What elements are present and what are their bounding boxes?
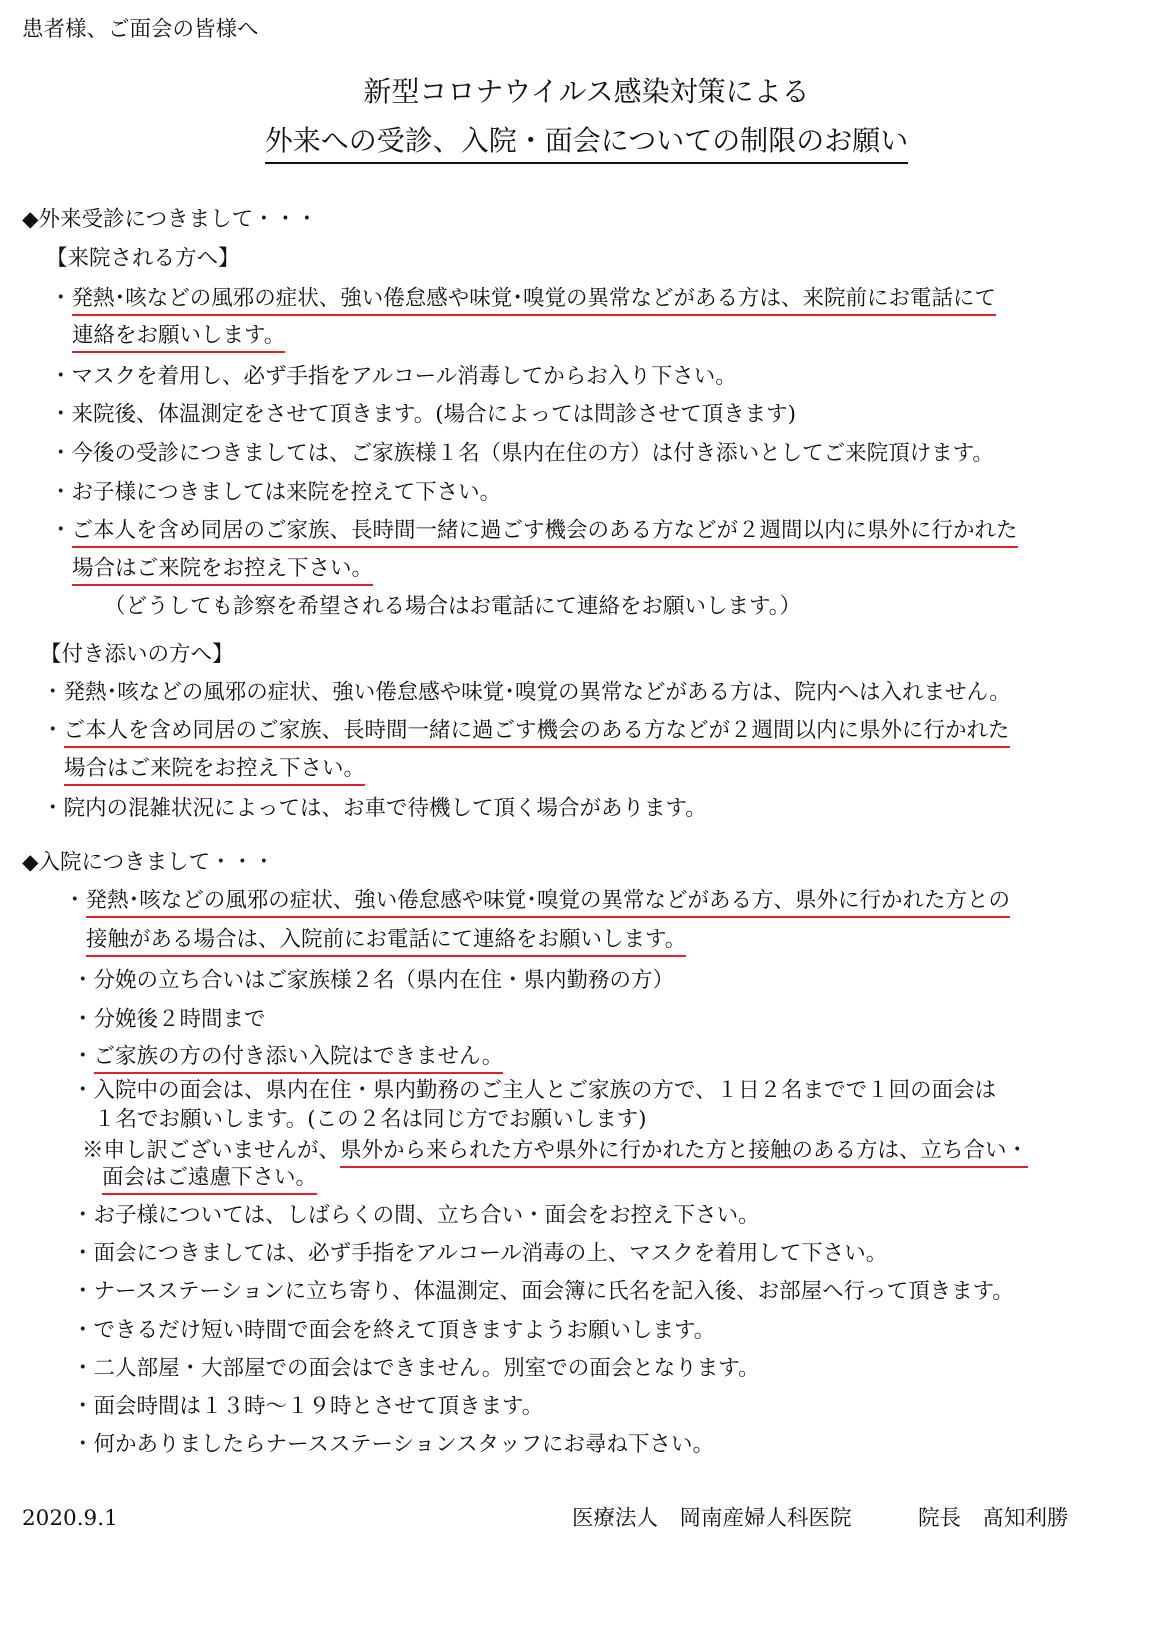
attendant-heading: 【付き添いの方へ】 (40, 642, 234, 667)
footer-date: 2020.9.1 (22, 1506, 118, 1531)
list-item: ・ナースステーションに立ち寄り、体温測定、面会簿に氏名を記入後、お部屋へ行って頂きます。 (72, 1279, 1014, 1304)
list-item: ・お子様については、しばらくの間、立ち合い・面会をお控え下さい。 (72, 1203, 760, 1228)
list-item-continuation (72, 325, 285, 347)
list-item-note: ※申し訳ございませんが、県外から来られた方や県外に行かれた方と接触のある方は、立ち合い・ (82, 1140, 1028, 1162)
list-item: ・面会につきましては、必ず手指をアルコール消毒の上、マスクを着用して下さい。 (72, 1241, 888, 1266)
list-item-continuation (64, 758, 365, 780)
list-item: ・二人部屋・大部屋での面会はできません。別室での面会となります。 (72, 1356, 760, 1381)
red-underlined-text: ご本人を含め同居のご家族、長時間一緒に過ごす機会のある方などが２週間以内に県外に行かれた (64, 718, 1010, 748)
list-item-note: （どうしても診察を希望される場合はお電話にて連絡をお願いします。） (104, 594, 802, 619)
title-line-2: 外来への受診、入院・面会についての制限のお願い (0, 127, 1173, 164)
list-item: ・入院中の面会は、県内在住・県内勤務のご主人とご家族の方で、１日２名までで１回の面会は (72, 1078, 997, 1103)
list-item: ・来院後、体温測定をさせて頂きます。(場合によっては問診させて頂きます) (50, 402, 797, 427)
list-item: ・発熱･咳などの風邪の症状、強い倦怠感や味覚･嗅覚の異常などがある方、県外に行かれた方との (64, 890, 1010, 912)
list-item: ・ご家族の方の付き添い入院はできません。 (72, 1046, 503, 1068)
red-underlined-text: 発熱･咳などの風邪の症状、強い倦怠感や味覚･嗅覚の異常などがある方は、来院前にお電話にて (72, 286, 997, 316)
list-item: ・できるだけ短い時間で面会を終えて頂きますようお願いします。 (72, 1318, 716, 1343)
list-item: ・分娩後２時間まで (72, 1007, 266, 1032)
list-item: ・お子様につきましては来院を控えて下さい。 (50, 480, 502, 505)
inpatient-heading: ◆入院につきまして・・・ (22, 850, 275, 875)
red-underlined-text: 面会はご遠慮下さい。 (102, 1165, 317, 1195)
list-item-continuation: １名でお願いします。(この２名は同じ方でお願いします) (94, 1107, 647, 1132)
red-underlined-text: 場合はご来院をお控え下さい。 (72, 556, 373, 586)
list-item: ・マスクを着用し、必ず手指をアルコール消毒してからお入り下さい。 (50, 364, 737, 389)
list-item: ・院内の混雑状況によっては、お車で待機して頂く場合があります。 (42, 796, 707, 821)
visitors-heading: 【来院される方へ】 (46, 246, 240, 271)
list-item: ・発熱･咳などの風邪の症状、強い倦怠感や味覚･嗅覚の異常などがある方は、来院前にお電話にて (50, 288, 996, 310)
red-underlined-text: ご本人を含め同居のご家族、長時間一緒に過ごす機会のある方などが２週間以内に県外に行かれた (72, 518, 1018, 548)
red-underlined-text: 接触がある場合は、入院前にお電話にて連絡をお願いします。 (86, 927, 686, 957)
footer-director: 院長 髙知利勝 (918, 1506, 1069, 1531)
list-item: ・ご本人を含め同居のご家族、長時間一緒に過ごす機会のある方などが２週間以内に県外に行かれた (50, 520, 1018, 542)
red-underlined-text: 県外から来られた方や県外に行かれた方と接触のある方は、立ち合い・ (340, 1138, 1028, 1168)
list-item-continuation (72, 558, 373, 580)
list-item: ・何かありましたらナースステーションスタッフにお尋ね下さい。 (72, 1432, 714, 1457)
list-item-continuation (86, 929, 686, 951)
list-item: ・分娩の立ち合いはご家族様２名（県内在住・県内勤務の方） (72, 968, 675, 993)
outpatient-heading: ◆外来受診につきまして・・・ (22, 207, 318, 232)
red-underlined-text: 発熱･咳などの風邪の症状、強い倦怠感や味覚･嗅覚の異常などがある方、県外に行かれた方との (86, 888, 1011, 918)
red-underlined-text: ご家族の方の付き添い入院はできません。 (94, 1044, 504, 1074)
greeting: 患者様、ご面会の皆様へ (22, 17, 259, 42)
list-item: ・発熱･咳などの風邪の症状、強い倦怠感や味覚･嗅覚の異常などがある方は、院内へは入れません。 (42, 680, 1011, 705)
list-item: ・今後の受診につきましては、ご家族様１名（県内在住の方）は付き添いとしてご来院頂けます。 (50, 441, 994, 466)
red-underlined-text: 場合はご来院をお控え下さい。 (64, 756, 365, 786)
list-item-note-continuation (102, 1167, 317, 1189)
title-line-1: 新型コロナウイルス感染対策による (363, 75, 810, 108)
red-underlined-text: 連絡をお願いします。 (72, 323, 285, 353)
footer-organization: 医療法人 岡南産婦人科医院 (572, 1506, 852, 1531)
list-item: ・ご本人を含め同居のご家族、長時間一緒に過ごす機会のある方などが２週間以内に県外に行かれた (42, 720, 1010, 742)
list-item: ・面会時間は１３時～１９時とさせて頂きます。 (72, 1394, 544, 1419)
